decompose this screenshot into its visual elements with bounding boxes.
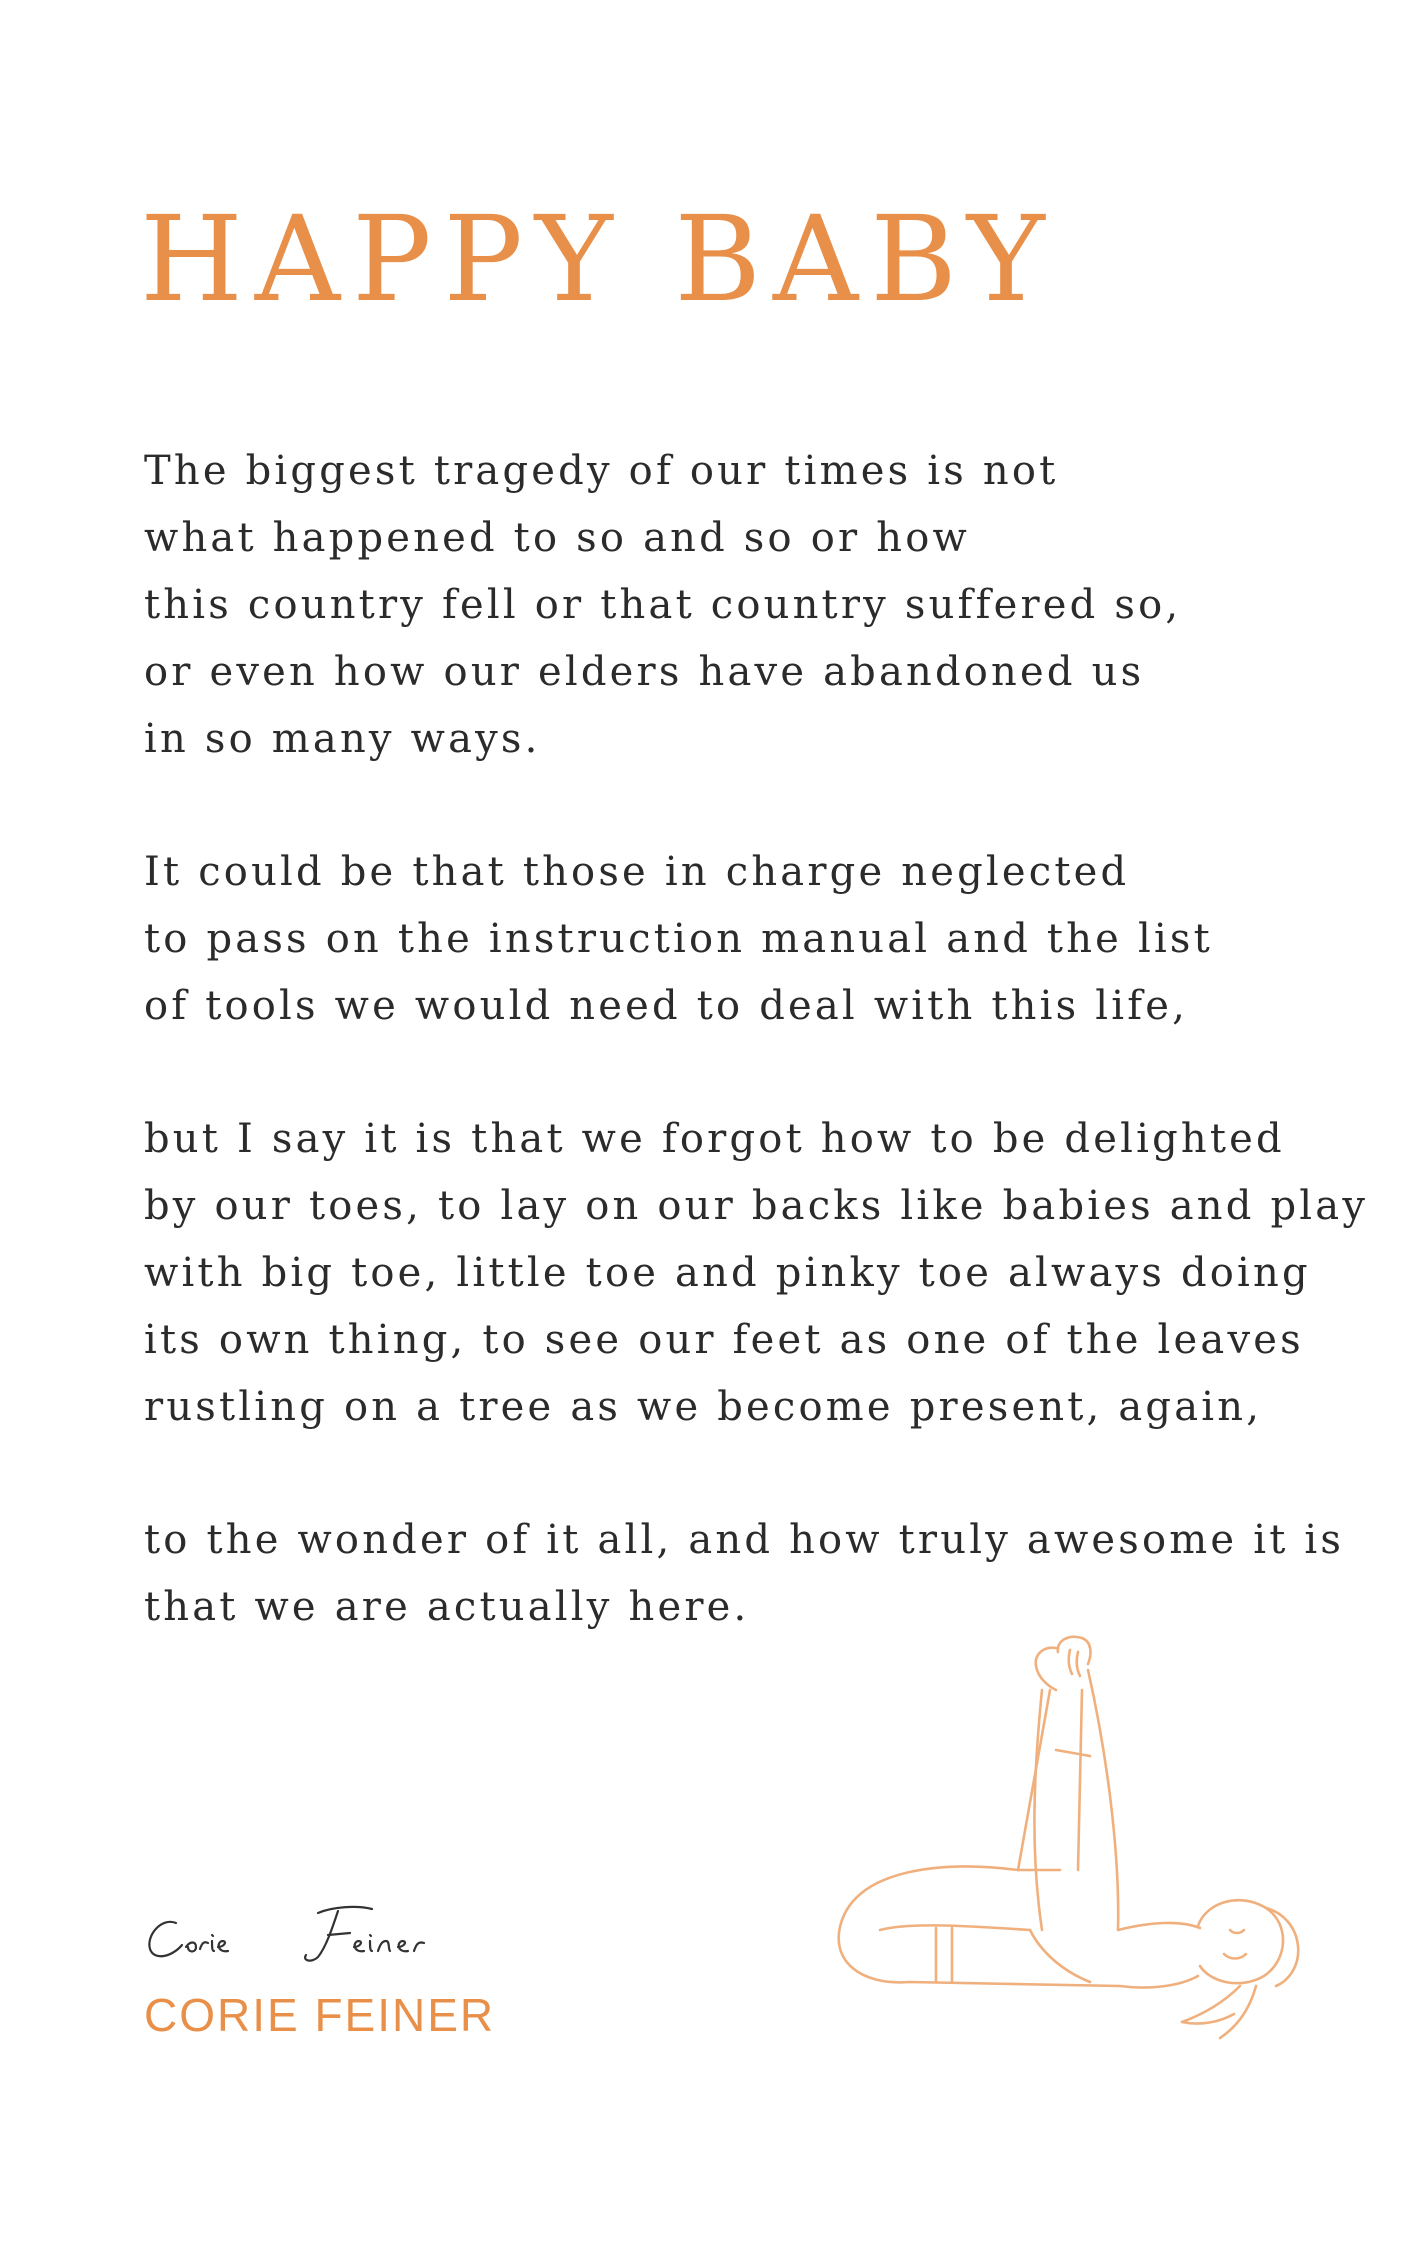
stanza-3 <box>144 1106 1369 1441</box>
poem-line: what happened to so and so or how <box>144 515 970 561</box>
poem-line: by our toes, to lay on our backs like babies and play <box>144 1183 1369 1229</box>
poem-line: but I say it is that we forgot how to be delighted <box>144 1116 1285 1162</box>
poem-line: of tools we would need to deal with this life, <box>144 983 1189 1029</box>
poem-body <box>144 438 1369 1707</box>
happy-baby-pose-illustration <box>820 1630 1340 2050</box>
poem-title: HAPPY BABY <box>140 190 1057 328</box>
author-name: CORIE FEINER <box>144 1989 496 2041</box>
poem-line: this country fell or that country suffered so, <box>144 582 1182 628</box>
poem-line: rustling on a tree as we become present, again, <box>144 1384 1263 1430</box>
poem-line: to the wonder of it all, and how truly awesome it is <box>144 1517 1345 1563</box>
stanza-1 <box>144 438 1344 773</box>
poem-line: in so many ways. <box>144 716 541 762</box>
poem-line: or even how our elders have abandoned us <box>144 649 1145 695</box>
stanza-2 <box>144 839 1344 1040</box>
handwritten-signature <box>142 1895 482 1975</box>
poem-line: It could be that those in charge neglected <box>144 849 1130 895</box>
poem-line: that we are actually here. <box>144 1584 750 1630</box>
poem-line: The biggest tragedy of our times is not <box>144 448 1059 494</box>
poem-line: with big toe, little toe and pinky toe always doing <box>144 1250 1311 1296</box>
stanza-4 <box>144 1507 1344 1641</box>
poem-line: to pass on the instruction manual and the list <box>144 916 1213 962</box>
poem-line: its own thing, to see our feet as one of the leaves <box>144 1317 1304 1363</box>
